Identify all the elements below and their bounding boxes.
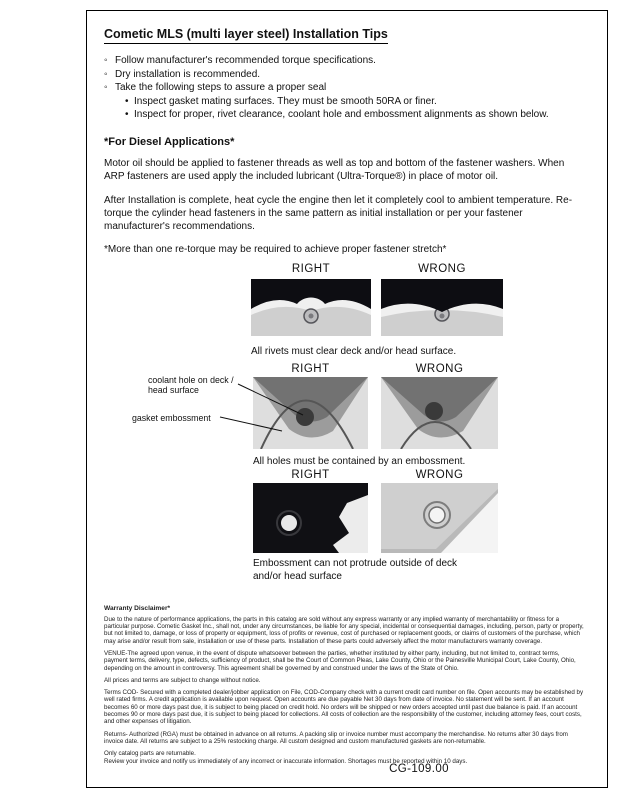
page-code: CG-109.00: [389, 763, 449, 775]
embossment-caption: Embossment can not protrude outside of deck and/or head surface: [253, 557, 458, 582]
rivet-caption: All rivets must clear deck and/or head surface.: [251, 345, 457, 357]
gasket-embossment-annotation: gasket embossment: [132, 412, 211, 423]
embossment-wrong-diagram: [381, 483, 498, 553]
rivet-wrong-diagram: [381, 279, 503, 336]
right-label-row2: RIGHT: [291, 362, 330, 375]
legal-paragraph: Review your invoice and notify us immediately of any incorrect or inaccurate information. Shortages must be reported within 10 days.: [104, 757, 468, 765]
tip-item: ◦ Dry installation is recommended.: [104, 68, 587, 82]
page-title: Cometic MLS (multi layer steel) Installation Tips: [104, 27, 587, 44]
tip-item: ◦ Follow manufacturer's recommended torque specifications.: [104, 54, 587, 68]
legal-paragraph: All prices and terms are subject to change without notice.: [104, 676, 261, 684]
wrong-label-row3: WRONG: [415, 468, 464, 481]
legal-paragraph: Only catalog parts are returnable.: [104, 750, 196, 758]
warranty-disclaimer: [104, 605, 584, 765]
diagram-section: [104, 263, 587, 581]
hole-right-diagram: [253, 377, 368, 449]
document-sheet: [86, 10, 608, 788]
diesel-paragraph-2: After Installation is complete, heat cycle the engine then let it completely cool to ambient temperature. Re-torque the cylinder head fasteners in the same pattern as initial installation or per your fastener manufacturer's recommendations.: [104, 194, 573, 232]
coolant-hole-annotation: coolant hole on deck / head surface: [148, 374, 234, 395]
legal-paragraph: Returns- Authorized (RGA) must be obtained in advance on all returns. A packing slip or invoice number must accompany the merchandise. No returns after 30 days from invoice date. All returns are subject to a 25% restocking charge. All custom designed and custom manufactured gaskets are non-returnable.: [104, 730, 568, 745]
legal-paragraph: Due to the nature of performance applications, the parts in this catalog are sold without any express warranty or any implied warranty of merchantability or fitness for a particular purpose. Cometic Gasket Inc., shall not, under any circumstances, be liable for any special, incidental or consequential damages, including, person, party or property, but not limited to, damage, or loss of property or equipment, loss of profits or revenue, cost of purchased or replacement goods, or claims of customers of the purchase, which may arise and/or result from sale, installation or use of these parts. Installation of these parts could adversely affect the motor manufacturers warranty coverage.: [104, 615, 584, 645]
retorque-note: *More than one re-torque may be required to achieve proper fastener stretch*: [104, 243, 447, 255]
diesel-paragraph-1: Motor oil should be applied to fastener threads as well as top and bottom of the fastener washers. When ARP fasteners are used apply the included lubricant (Ultra-Torque®) in place of motor oil.: [104, 157, 565, 182]
diesel-applications-heading: *For Diesel Applications*: [104, 135, 235, 148]
hole-caption: All holes must be contained by an embossment.: [253, 455, 466, 467]
hole-wrong-diagram: [381, 377, 498, 449]
tip-item: ◦ Take the following steps to assure a proper seal: [104, 81, 587, 95]
legal-paragraph: Terms COD- Secured with a completed dealer/jobber application on File, COD-Company check with a current credit card number on file. Open accounts may be established by well rated firms. A credit application is available upon request. Open accounts are due payable Net 30 days from date of invoice. No statement will be sent. If an account becomes 60 or more days past due, it is subject to being placed on credit hold. No orders will be shipped or new orders accepted until past due balance is paid. If an account becomes 90 or more days past due, it is subject to being placed for collections. All costs of collection are the responsibility of the customer, including attorney fees, court costs, and other expenses of litigation.: [104, 689, 584, 726]
rivet-right-diagram: [251, 279, 371, 336]
legal-paragraph: VENUE-The agreed upon venue, in the event of dispute whatsoever between the parties, whether instituted by either party, including, but not limited to, contract terms, payment terms, delivery, type, defects, sufficiency of product, shall be the Court of Common Pleas, Lake County, Ohio or the Painesville Municipal Court, Lake County, Ohio, depending on the amount in controversy. This agreement shall be governed by and construed under the laws of the State of Ohio.: [104, 649, 576, 672]
embossment-right-diagram: [253, 483, 368, 553]
sub-tip-item: • Inspect for proper, rivet clearance, coolant hole and embossment alignments as shown below.: [123, 108, 587, 122]
warranty-heading: Warranty Disclaimer*: [104, 604, 171, 612]
sub-tip-item: • Inspect gasket mating surfaces. They must be smooth 50RA or finer.: [123, 95, 587, 109]
right-label-row1: RIGHT: [291, 262, 331, 275]
installation-tips-list: [104, 54, 587, 122]
right-label-row3: RIGHT: [291, 468, 330, 481]
wrong-label-row1: WRONG: [418, 262, 466, 275]
wrong-label-row2: WRONG: [415, 362, 464, 375]
